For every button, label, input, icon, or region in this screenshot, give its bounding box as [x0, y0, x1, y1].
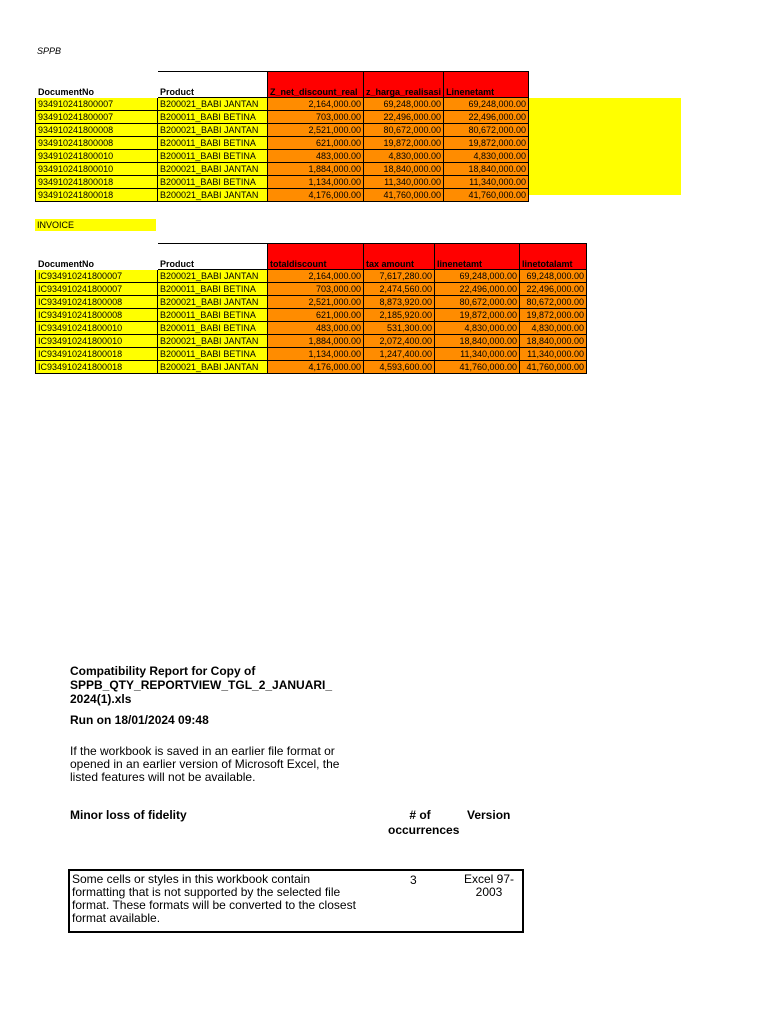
cell-c3[interactable]: 483,000.00 — [268, 150, 364, 163]
cell-c3[interactable]: 1,884,000.00 — [268, 163, 364, 176]
sppb-table — [35, 71, 529, 202]
cell-c5[interactable]: 69,248,000.00 — [435, 270, 520, 283]
cell-documentno[interactable]: 934910241800018 — [36, 189, 158, 202]
cell-product[interactable]: B200021_BABI JANTAN — [158, 98, 268, 111]
cell-documentno[interactable]: IC934910241800018 — [36, 361, 158, 374]
table-row — [36, 335, 587, 348]
cell-c6[interactable]: 4,830,000.00 — [520, 322, 587, 335]
table-header-row — [36, 244, 587, 270]
cell-documentno[interactable]: 934910241800007 — [36, 98, 158, 111]
cell-product[interactable]: B200011_BABI BETINA — [158, 283, 268, 296]
invoice-table — [35, 243, 587, 374]
header-documentno[interactable]: DocumentNo — [38, 87, 94, 97]
cell-c4[interactable]: 4,593,600.00 — [364, 361, 435, 374]
cell-c5[interactable]: 80,672,000.00 — [435, 296, 520, 309]
cell-c4[interactable]: 18,840,000.00 — [364, 163, 444, 176]
cell-c5[interactable]: 19,872,000.00 — [435, 309, 520, 322]
issue-version: Excel 97-2003 — [463, 872, 515, 899]
header-linetotalamt[interactable]: linetotalamt — [520, 244, 587, 270]
header-harga-realisasi[interactable]: z_harga_realisasi — [364, 72, 444, 98]
cell-c4[interactable]: 11,340,000.00 — [364, 176, 444, 189]
cell-product[interactable]: B200021_BABI JANTAN — [158, 270, 268, 283]
table-row — [36, 270, 587, 283]
cell-documentno[interactable]: IC934910241800007 — [36, 283, 158, 296]
table-row — [36, 176, 529, 189]
cell-documentno[interactable]: IC934910241800018 — [36, 348, 158, 361]
cell-documentno[interactable]: 934910241800008 — [36, 137, 158, 150]
cell-c5[interactable]: 4,830,000.00 — [435, 322, 520, 335]
cell-c3[interactable]: 1,884,000.00 — [268, 335, 364, 348]
table-row — [36, 309, 587, 322]
issue-count: 3 — [410, 873, 417, 887]
cell-product[interactable]: B200011_BABI BETINA — [158, 322, 268, 335]
compatibility-issue-box — [68, 869, 524, 933]
cell-product[interactable]: B200021_BABI JANTAN — [158, 335, 268, 348]
table-row — [36, 189, 529, 202]
cell-documentno[interactable]: 934910241800018 — [36, 176, 158, 189]
cell-c5[interactable]: 18,840,000.00 — [444, 163, 529, 176]
cell-c3[interactable]: 621,000.00 — [268, 309, 364, 322]
table-row — [36, 322, 587, 335]
cell-c3[interactable]: 2,164,000.00 — [268, 98, 364, 111]
cell-c4[interactable]: 2,474,560.00 — [364, 283, 435, 296]
cell-c4[interactable]: 7,617,280.00 — [364, 270, 435, 283]
table-row — [36, 348, 587, 361]
table-row — [36, 111, 529, 124]
cell-c4[interactable]: 69,248,000.00 — [364, 98, 444, 111]
cell-c5[interactable]: 69,248,000.00 — [444, 98, 529, 111]
cell-documentno[interactable]: IC934910241800008 — [36, 296, 158, 309]
header-net-discount[interactable]: Z_net_discount_real — [268, 72, 364, 98]
report-title: Compatibility Report for Copy of SPPB_QTY_REPORTVIEW_TGL_2_JANUARI_ 2024(1).xls — [70, 664, 333, 706]
cell-c5[interactable]: 4,830,000.00 — [444, 150, 529, 163]
cell-documentno[interactable]: IC934910241800010 — [36, 335, 158, 348]
header-linenetamt[interactable]: linenetamt — [435, 244, 520, 270]
cell-c3[interactable]: 4,176,000.00 — [268, 189, 364, 202]
cell-product[interactable]: B200011_BABI BETINA — [158, 176, 268, 189]
header-linenetamt[interactable]: Linenetamt — [444, 72, 529, 98]
table-row — [36, 361, 587, 374]
cell-product[interactable]: B200011_BABI BETINA — [158, 348, 268, 361]
report-section-heading: Minor loss of fidelity — [70, 808, 187, 822]
cell-documentno[interactable]: 934910241800010 — [36, 150, 158, 163]
cell-c3[interactable]: 483,000.00 — [268, 322, 364, 335]
table-row — [36, 137, 529, 150]
cell-c3[interactable]: 4,176,000.00 — [268, 361, 364, 374]
issue-description: Some cells or styles in this workbook contain formatting that is not supported by the selected file format. These formats will be converted to the closest format available. — [72, 872, 356, 925]
cell-c6[interactable]: 41,760,000.00 — [520, 361, 587, 374]
yellow-highlight-band — [518, 98, 681, 195]
header-totaldiscount[interactable]: totaldiscount — [268, 244, 364, 270]
cell-c6[interactable]: 80,672,000.00 — [520, 296, 587, 309]
cell-c4[interactable]: 2,185,920.00 — [364, 309, 435, 322]
cell-documentno[interactable]: IC934910241800007 — [36, 270, 158, 283]
occurrences-column-header: # of occurrences — [388, 808, 460, 837]
table-row — [36, 150, 529, 163]
cell-product[interactable]: B200011_BABI BETINA — [158, 137, 268, 150]
cell-c4[interactable]: 19,872,000.00 — [364, 137, 444, 150]
cell-c6[interactable]: 18,840,000.00 — [520, 335, 587, 348]
cell-documentno[interactable]: 934910241800010 — [36, 163, 158, 176]
table-row — [36, 124, 529, 137]
cell-c5[interactable]: 11,340,000.00 — [435, 348, 520, 361]
cell-c3[interactable]: 1,134,000.00 — [268, 176, 364, 189]
cell-c5[interactable]: 22,496,000.00 — [435, 283, 520, 296]
cell-product[interactable]: B200021_BABI JANTAN — [158, 163, 268, 176]
cell-c3[interactable]: 703,000.00 — [268, 111, 364, 124]
cell-c6[interactable]: 69,248,000.00 — [520, 270, 587, 283]
cell-c6[interactable]: 22,496,000.00 — [520, 283, 587, 296]
cell-c4[interactable]: 22,496,000.00 — [364, 111, 444, 124]
cell-c4[interactable]: 41,760,000.00 — [364, 189, 444, 202]
cell-product[interactable]: B200021_BABI JANTAN — [158, 124, 268, 137]
cell-product[interactable]: B200021_BABI JANTAN — [158, 296, 268, 309]
cell-product[interactable]: B200021_BABI JANTAN — [158, 361, 268, 374]
table-row — [36, 296, 587, 309]
cell-c5[interactable]: 41,760,000.00 — [444, 189, 529, 202]
invoice-title: INVOICE — [35, 219, 156, 231]
cell-c4[interactable]: 8,873,920.00 — [364, 296, 435, 309]
table-row — [36, 283, 587, 296]
report-description: If the workbook is saved in an earlier file format or opened in an earlier version of Microsoft Excel, the listed features will not be available. — [70, 744, 340, 784]
cell-documentno[interactable]: 934910241800008 — [36, 124, 158, 137]
cell-product[interactable]: B200011_BABI BETINA — [158, 309, 268, 322]
cell-c3[interactable]: 1,134,000.00 — [268, 348, 364, 361]
cell-c3[interactable]: 2,521,000.00 — [268, 296, 364, 309]
version-column-header: Version — [467, 808, 511, 822]
cell-c5[interactable]: 18,840,000.00 — [435, 335, 520, 348]
cell-c5[interactable]: 41,760,000.00 — [435, 361, 520, 374]
cell-documentno[interactable]: IC934910241800010 — [36, 322, 158, 335]
cell-c5[interactable]: 22,496,000.00 — [444, 111, 529, 124]
cell-product[interactable]: B200021_BABI JANTAN — [158, 189, 268, 202]
header-documentno[interactable]: DocumentNo — [38, 259, 94, 269]
cell-c6[interactable]: 11,340,000.00 — [520, 348, 587, 361]
table-row — [36, 163, 529, 176]
cell-c4[interactable]: 1,247,400.00 — [364, 348, 435, 361]
cell-c5[interactable]: 19,872,000.00 — [444, 137, 529, 150]
cell-c3[interactable]: 2,164,000.00 — [268, 270, 364, 283]
cell-c4[interactable]: 531,300.00 — [364, 322, 435, 335]
header-tax-amount[interactable]: tax amount — [364, 244, 435, 270]
cell-c4[interactable]: 80,672,000.00 — [364, 124, 444, 137]
table-header-row — [36, 72, 529, 98]
cell-c5[interactable]: 80,672,000.00 — [444, 124, 529, 137]
cell-documentno[interactable]: 934910241800007 — [36, 111, 158, 124]
cell-c6[interactable]: 19,872,000.00 — [520, 309, 587, 322]
cell-c4[interactable]: 2,072,400.00 — [364, 335, 435, 348]
cell-c5[interactable]: 11,340,000.00 — [444, 176, 529, 189]
cell-c4[interactable]: 4,830,000.00 — [364, 150, 444, 163]
cell-c3[interactable]: 2,521,000.00 — [268, 124, 364, 137]
sppb-title: SPPB — [37, 46, 62, 56]
header-product[interactable]: Product — [158, 244, 268, 270]
table-row — [36, 98, 529, 111]
header-product[interactable]: Product — [158, 72, 268, 98]
cell-product[interactable]: B200011_BABI BETINA — [158, 150, 268, 163]
report-run-date: Run on 18/01/2024 09:48 — [70, 713, 209, 727]
cell-documentno[interactable]: IC934910241800008 — [36, 309, 158, 322]
cell-product[interactable]: B200011_BABI BETINA — [158, 111, 268, 124]
cell-c3[interactable]: 621,000.00 — [268, 137, 364, 150]
cell-c3[interactable]: 703,000.00 — [268, 283, 364, 296]
